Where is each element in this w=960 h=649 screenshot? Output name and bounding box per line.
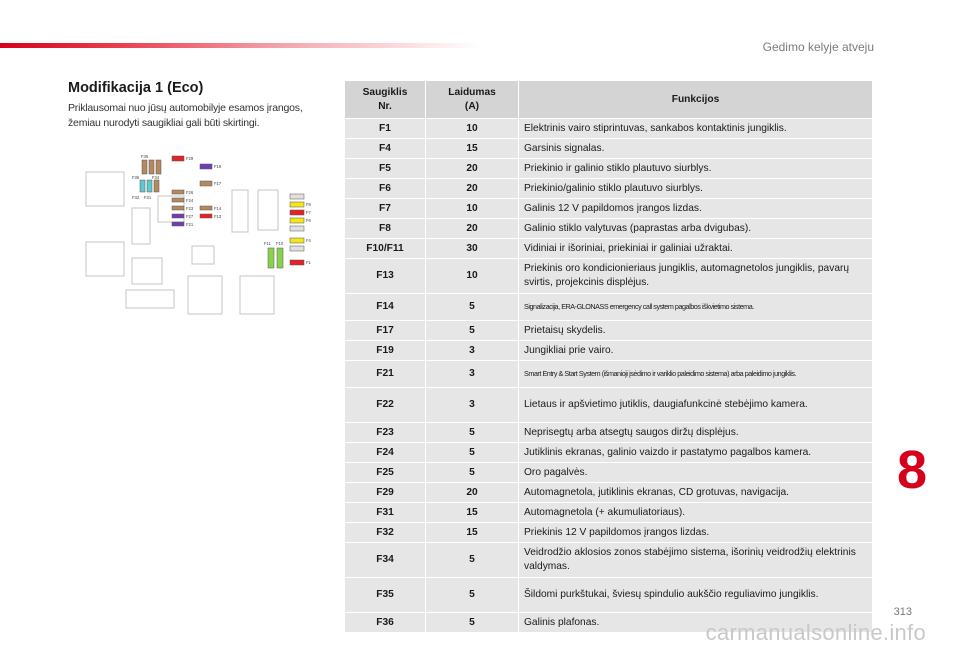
fuse-number: F36 — [345, 613, 426, 633]
label-F35: F35 — [141, 154, 149, 159]
chapter-number: 8 — [896, 440, 928, 500]
fuse-amps: 20 — [426, 159, 519, 179]
fuse-amps: 10 — [426, 259, 519, 294]
fuse-F10 — [277, 248, 283, 268]
fuse-function: Signalizacija, ERA-GLONASS emergency call system pagalbos iškvietimo sistema. — [519, 294, 873, 321]
label-F1: F1 — [306, 260, 311, 265]
fuse-number: F23 — [345, 423, 426, 443]
chapter-title: Gedimo kelyje atveju — [762, 40, 874, 54]
table-row — [345, 523, 873, 543]
fuse-function: Veidrodžio aklosios zonos stabėjimo sistema, išorinių veidrodžių elektrinis valdymas. — [519, 543, 873, 578]
label-F19: F19 — [214, 164, 222, 169]
fuse-F7 — [290, 210, 304, 215]
fuse-number: F7 — [345, 199, 426, 219]
fuse-number: F19 — [345, 341, 426, 361]
label-F21: F21 — [186, 222, 194, 227]
fuse-number: F29 — [345, 483, 426, 503]
fuse-amps: 5 — [426, 613, 519, 633]
table-row — [345, 321, 873, 341]
fuse-function: Lietaus ir apšvietimo jutiklis, daugiafunkcinė stebėjimo kamera. — [519, 388, 873, 423]
label-F31: F31 — [144, 195, 152, 200]
fuse-F29 — [172, 156, 184, 161]
label-F6: F6 — [306, 218, 311, 223]
fuse-amps: 5 — [426, 294, 519, 321]
fuse-number: F5 — [345, 159, 426, 179]
header-accent-bar — [0, 43, 480, 48]
label-F34: F34 — [152, 175, 160, 180]
fuse-number: F1 — [345, 119, 426, 139]
fuse-F4 — [290, 238, 304, 243]
label-F7: F7 — [306, 210, 311, 215]
table-row — [345, 139, 873, 159]
label-F10: F10 — [276, 241, 284, 246]
fuse-amps: 20 — [426, 483, 519, 503]
fuse-amps: 15 — [426, 503, 519, 523]
fuse-number: F6 — [345, 179, 426, 199]
table-row — [345, 259, 873, 294]
fuse-number: F13 — [345, 259, 426, 294]
fuse-amps: 30 — [426, 239, 519, 259]
fuse-F17 — [200, 181, 212, 186]
fuse-box-diagram — [80, 150, 330, 320]
table-row — [345, 219, 873, 239]
table-row — [345, 199, 873, 219]
fuse-function: Jutiklinis ekranas, galinio vaizdo ir pastatymo pagalbos kamera. — [519, 443, 873, 463]
table-row — [345, 578, 873, 613]
header-fuse — [345, 81, 426, 119]
section-title: Modifikacija 1 (Eco) — [68, 80, 204, 96]
table-row — [345, 239, 873, 259]
fuse-function: Priekinis 12 V papildomos įrangos lizdas. — [519, 523, 873, 543]
fuse-function: Priekinio/galinio stiklo plautuvo siurblys. — [519, 179, 873, 199]
fuse-function: Šildomi purkštukai, šviesų spindulio aukščio reguliavimo jungiklis. — [519, 578, 873, 613]
fuse-function: Priekinis oro kondicionieriaus jungiklis, automagnetolos jungiklis, pavarų svirtis, projekcinis displėjus. — [519, 259, 873, 294]
label-F29: F29 — [186, 156, 194, 161]
header-amps-line2: (A) — [464, 100, 480, 112]
fuse-function: Galinio stiklo valytuvas (paprastas arba dvigubas). — [519, 219, 873, 239]
table-row — [345, 503, 873, 523]
header-fuse-line1: Saugiklis — [362, 86, 408, 98]
fuse-number: F4 — [345, 139, 426, 159]
fuse-function: Smart Entry & Start System (išmanioji įsėdimo ir variklio paleidimo sistema) arba paleidimo jungiklis. — [519, 361, 873, 388]
fuse-amps: 10 — [426, 119, 519, 139]
table-row — [345, 388, 873, 423]
fuse-F35 — [142, 160, 147, 174]
fuse-amps: 5 — [426, 443, 519, 463]
fuse-F19 — [200, 164, 212, 169]
fuse-function: Galinis plafonas. — [519, 613, 873, 633]
fuse-amps: 3 — [426, 388, 519, 423]
fuse-amps: 10 — [426, 199, 519, 219]
fuse-F11 — [268, 248, 274, 268]
fuse-amps: 20 — [426, 179, 519, 199]
label-F36: F36 — [132, 175, 140, 180]
page-number: 313 — [893, 606, 912, 618]
fuse-function: Prietaisų skydelis. — [519, 321, 873, 341]
label-F32: F32 — [132, 195, 140, 200]
fuse-amps: 5 — [426, 463, 519, 483]
fuse-amps: 15 — [426, 523, 519, 543]
label-F14: F14 — [214, 206, 222, 211]
table-row — [345, 443, 873, 463]
header-amps — [426, 81, 519, 119]
table-row — [345, 543, 873, 578]
fuse-amps: 5 — [426, 578, 519, 613]
table-header-row — [345, 81, 873, 119]
header-fuse-line2: Nr. — [378, 100, 392, 112]
fuse-amps: 3 — [426, 361, 519, 388]
fuse-amps: 3 — [426, 341, 519, 361]
fuse-number: F8 — [345, 219, 426, 239]
fuse-number: F31 — [345, 503, 426, 523]
fuse-F14 — [200, 206, 212, 210]
label-F4: F4 — [306, 238, 311, 243]
table-row — [345, 341, 873, 361]
label-F17: F17 — [214, 181, 222, 186]
table-row — [345, 119, 873, 139]
fuse-number: F32 — [345, 523, 426, 543]
fuse-function: Oro pagalvės. — [519, 463, 873, 483]
fuse-amps: 5 — [426, 423, 519, 443]
table-row — [345, 361, 873, 388]
fuse-amps: 15 — [426, 139, 519, 159]
table-row — [345, 483, 873, 503]
fuse-function: Elektrinis vairo stiprintuvas, sankabos kontaktinis jungiklis. — [519, 119, 873, 139]
fuse-number: F10/F11 — [345, 239, 426, 259]
label-F11: F11 — [264, 241, 271, 246]
fuse-table — [344, 80, 873, 633]
table-row — [345, 294, 873, 321]
fuse-number: F17 — [345, 321, 426, 341]
label-F26: F26 — [186, 190, 194, 195]
fuse-function: Neprisegtų arba atsegtų saugos diržų displėjus. — [519, 423, 873, 443]
fuse-F6 — [290, 218, 304, 223]
fuse-function: Automagnetola, jutiklinis ekranas, CD grotuvas, navigacija. — [519, 483, 873, 503]
fuse-number: F25 — [345, 463, 426, 483]
fuse-number: F21 — [345, 361, 426, 388]
header-function: Funkcijos — [519, 81, 873, 119]
label-F23: F23 — [186, 206, 194, 211]
fuse-amps: 5 — [426, 321, 519, 341]
fuse-function: Galinis 12 V papildomos įrangos lizdas. — [519, 199, 873, 219]
label-F13: F13 — [214, 214, 222, 219]
header-amps-line1: Laidumas — [448, 86, 496, 98]
fuse-function: Jungikliai prie vairo. — [519, 341, 873, 361]
fuse-F13 — [200, 214, 212, 218]
fuse-function: Automagnetola (+ akumuliatoriaus). — [519, 503, 873, 523]
label-F24: F24 — [186, 198, 194, 203]
fuse-amps: 5 — [426, 543, 519, 578]
label-F27: F27 — [186, 214, 194, 219]
table-row — [345, 179, 873, 199]
fuse-number: F34 — [345, 543, 426, 578]
fuse-function: Garsinis signalas. — [519, 139, 873, 159]
fuse-number: F14 — [345, 294, 426, 321]
fuse-F1 — [290, 260, 304, 265]
watermark: carmanualsonline.info — [705, 620, 926, 645]
fuse-function: Priekinio ir galinio stiklo plautuvo siurblys. — [519, 159, 873, 179]
fuse-amps: 20 — [426, 219, 519, 239]
fuse-number: F24 — [345, 443, 426, 463]
fuse-function: Vidiniai ir išoriniai, priekiniai ir galiniai užraktai. — [519, 239, 873, 259]
label-F8: F8 — [306, 202, 311, 207]
table-row — [345, 423, 873, 443]
table-row — [345, 463, 873, 483]
fuse-number: F35 — [345, 578, 426, 613]
intro-text: Priklausomai nuo jūsų automobilyje esamos įrangos, žemiau nurodyti saugikliai gali būti skirtingi. — [68, 102, 303, 129]
fuse-number: F22 — [345, 388, 426, 423]
table-row — [345, 159, 873, 179]
fuse-F8 — [290, 202, 304, 207]
